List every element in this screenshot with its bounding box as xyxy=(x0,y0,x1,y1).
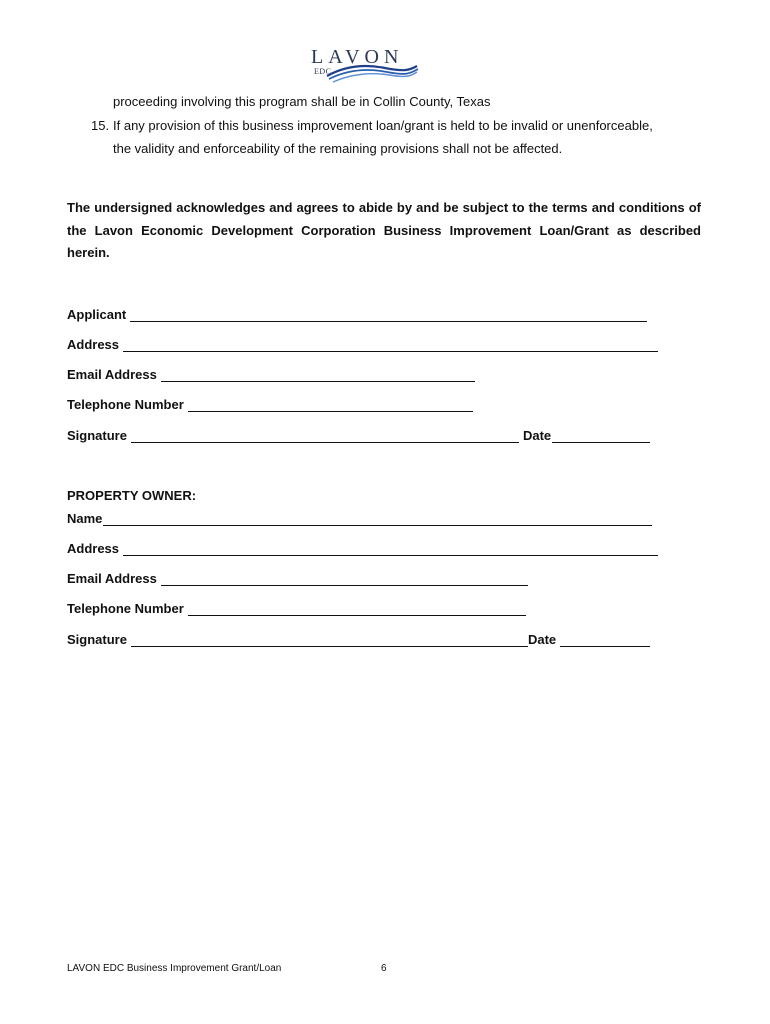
owner-signature-input-line[interactable] xyxy=(131,634,528,647)
footer-document-title: LAVON EDC Business Improvement Grant/Loan xyxy=(67,963,282,974)
address-label: Address xyxy=(67,337,120,352)
owner-name-field xyxy=(67,510,652,526)
applicant-label: Applicant xyxy=(67,307,127,322)
date-label: Date xyxy=(522,428,552,443)
applicant-signature-input-line[interactable] xyxy=(131,430,519,443)
item15-number: 15. xyxy=(91,118,110,133)
owner-address-input-line[interactable] xyxy=(123,543,658,556)
footer-page-number: 6 xyxy=(381,963,387,974)
wave-icon xyxy=(325,60,420,84)
name-label: Name xyxy=(67,511,103,526)
applicant-field xyxy=(67,306,647,322)
email-label: Email Address xyxy=(67,367,157,382)
owner-email-field xyxy=(67,570,528,586)
address-label: Address xyxy=(67,541,120,556)
telephone-label: Telephone Number xyxy=(67,601,184,616)
owner-telephone-input-line[interactable] xyxy=(188,603,526,616)
applicant-input-line[interactable] xyxy=(130,309,647,322)
owner-signature-field xyxy=(67,631,650,647)
applicant-telephone-input-line[interactable] xyxy=(188,399,473,412)
applicant-date-input-line[interactable] xyxy=(552,430,650,443)
item15-line1: If any provision of this business improvement loan/grant is held to be invalid or unenforceable, xyxy=(113,118,653,133)
item14-continuation: proceeding involving this program shall be in Collin County, Texas xyxy=(113,94,491,109)
applicant-telephone-field xyxy=(67,396,473,412)
acknowledgement-paragraph: The undersigned acknowledges and agrees to abide by and be subject to the terms and conditions of the Lavon Economic Development Corporation Business Improvement Loan/Grant as described herein. xyxy=(67,200,701,260)
owner-name-input-line[interactable] xyxy=(103,513,652,526)
email-label: Email Address xyxy=(67,571,157,586)
applicant-address-field xyxy=(67,336,658,352)
item15-line2: the validity and enforceability of the remaining provisions shall not be affected. xyxy=(113,141,563,156)
telephone-label: Telephone Number xyxy=(67,397,184,412)
applicant-email-input-line[interactable] xyxy=(161,369,475,382)
applicant-email-field xyxy=(67,366,475,382)
applicant-signature-field xyxy=(67,427,650,443)
owner-telephone-field xyxy=(67,600,526,616)
applicant-address-input-line[interactable] xyxy=(123,339,658,352)
owner-date-input-line[interactable] xyxy=(560,634,650,647)
signature-label: Signature xyxy=(67,428,127,443)
owner-email-input-line[interactable] xyxy=(161,573,528,586)
owner-address-field xyxy=(67,540,658,556)
property-owner-heading: PROPERTY OWNER: xyxy=(67,488,197,503)
lavon-edc-logo xyxy=(305,46,420,86)
logo-subtitle: EDC xyxy=(314,67,332,76)
date-label: Date xyxy=(527,632,557,647)
logo-wordmark: LAVON xyxy=(311,46,404,68)
signature-label: Signature xyxy=(67,632,127,647)
